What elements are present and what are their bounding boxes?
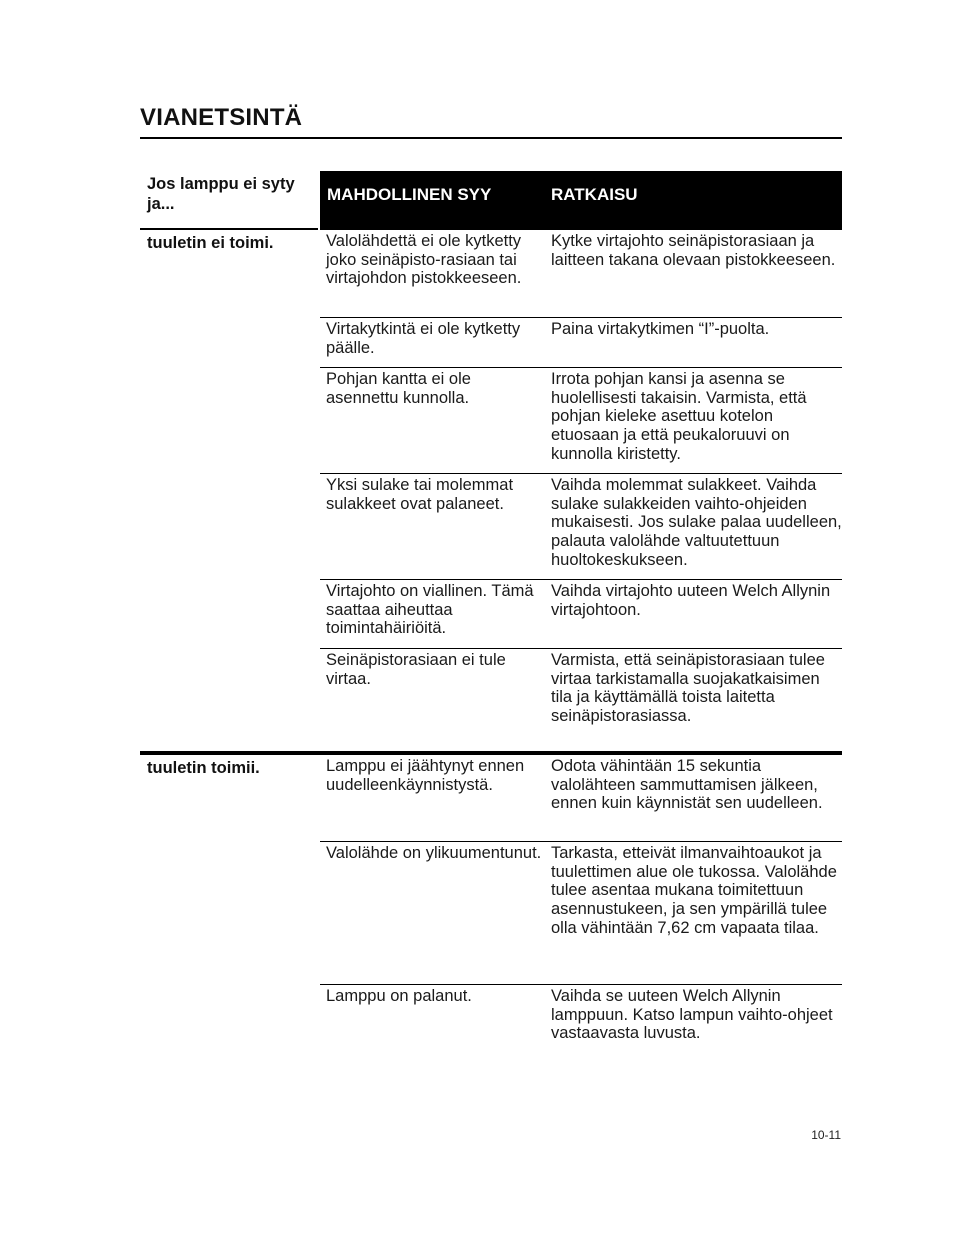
cause-cell: Valolähde on ylikuumentunut. xyxy=(326,844,542,862)
table-row xyxy=(140,368,842,473)
solution-cell: Vaihda molemmat sulakkeet. Vaihda sulake sulakkeiden vaihto-ohjeiden mukaisesti. Jos sulake palaa uudelleen, palauta valolähde valtuutettuun huoltokeskukseen. xyxy=(551,476,842,569)
cause-cell: Lamppu ei jäähtynyt ennen uudelleenkäynnistystä. xyxy=(326,757,525,794)
cause-cell: Valolähdettä ei ole kytketty joko seinäpisto-rasiaan tai virtajohdon pistokkeeseen. xyxy=(326,232,522,288)
table-row xyxy=(140,755,842,841)
table-header-bar xyxy=(320,171,842,230)
lead-column-header: Jos lamppu ei syty ja... xyxy=(147,175,295,213)
trigger-label: tuuletin ei toimi. xyxy=(147,234,274,252)
table-row xyxy=(140,985,842,1049)
column-header-fix: RATKAISU xyxy=(551,185,638,204)
solution-cell: Kytke virtajohto seinäpistorasiaan ja laitteen takana olevaan pistokkeeseen. xyxy=(551,232,836,269)
title-divider xyxy=(140,137,842,139)
solution-cell: Tarkasta, etteivät ilmanvaihtoaukot ja tuulettimen alue ole tukossa. Valolähde tulee asentaa mukana toimitettuun asennustukeen, ja sen ympärillä tulee olla vähintään 7,62 cm vapaata tilaa. xyxy=(551,844,837,937)
cause-cell: Lamppu on palanut. xyxy=(326,987,472,1005)
solution-cell: Odota vähintään 15 sekuntia valolähteen sammuttamisen jälkeen, ennen kuin käynnistät sen uudelleen. xyxy=(551,757,823,813)
solution-cell: Irrota pohjan kansi ja asenna se huolellisesti takaisin. Varmista, että pohjan kieleke asettuu kotelon etuosaan ja että peukaloruuvi on kunnolla kiristetty. xyxy=(551,370,807,463)
trigger-label: tuuletin toimii. xyxy=(147,759,260,777)
solution-cell: Varmista, että seinäpistorasiaan tulee virtaa tarkistamalla suojakatkaisimen tila ja käyttämällä toista laitetta seinäpistorasiassa. xyxy=(551,651,825,726)
table-row xyxy=(140,842,842,984)
cause-cell: Yksi sulake tai molemmat sulakkeet ovat palaneet. xyxy=(326,476,514,513)
cause-cell: Virtajohto on viallinen. Tämä saattaa aiheuttaa toimintahäiriöitä. xyxy=(326,582,534,638)
solution-cell: Paina virtakytkimen “I”-puolta. xyxy=(551,320,770,338)
cause-cell: Seinäpistorasiaan ei tule virtaa. xyxy=(326,651,506,688)
page-number: 10-11 xyxy=(811,1128,841,1142)
table-row xyxy=(140,474,842,579)
solution-cell: Vaihda virtajohto uuteen Welch Allynin virtajohtoon. xyxy=(551,582,831,619)
cause-cell: Virtakytkintä ei ole kytketty päälle. xyxy=(326,320,521,357)
page-title: VIANETSINTÄ xyxy=(140,104,303,131)
table-row xyxy=(140,318,842,367)
column-header-cause: MAHDOLLINEN SYY xyxy=(327,185,492,204)
table-row xyxy=(140,580,842,648)
cause-cell: Pohjan kantta ei ole asennettu kunnolla. xyxy=(326,370,471,407)
table-row xyxy=(140,230,842,316)
table-row xyxy=(140,649,842,751)
solution-cell: Vaihda se uuteen Welch Allynin lamppuun. Katso lampun vaihto-ohjeet vastaavasta luvusta. xyxy=(551,987,833,1043)
